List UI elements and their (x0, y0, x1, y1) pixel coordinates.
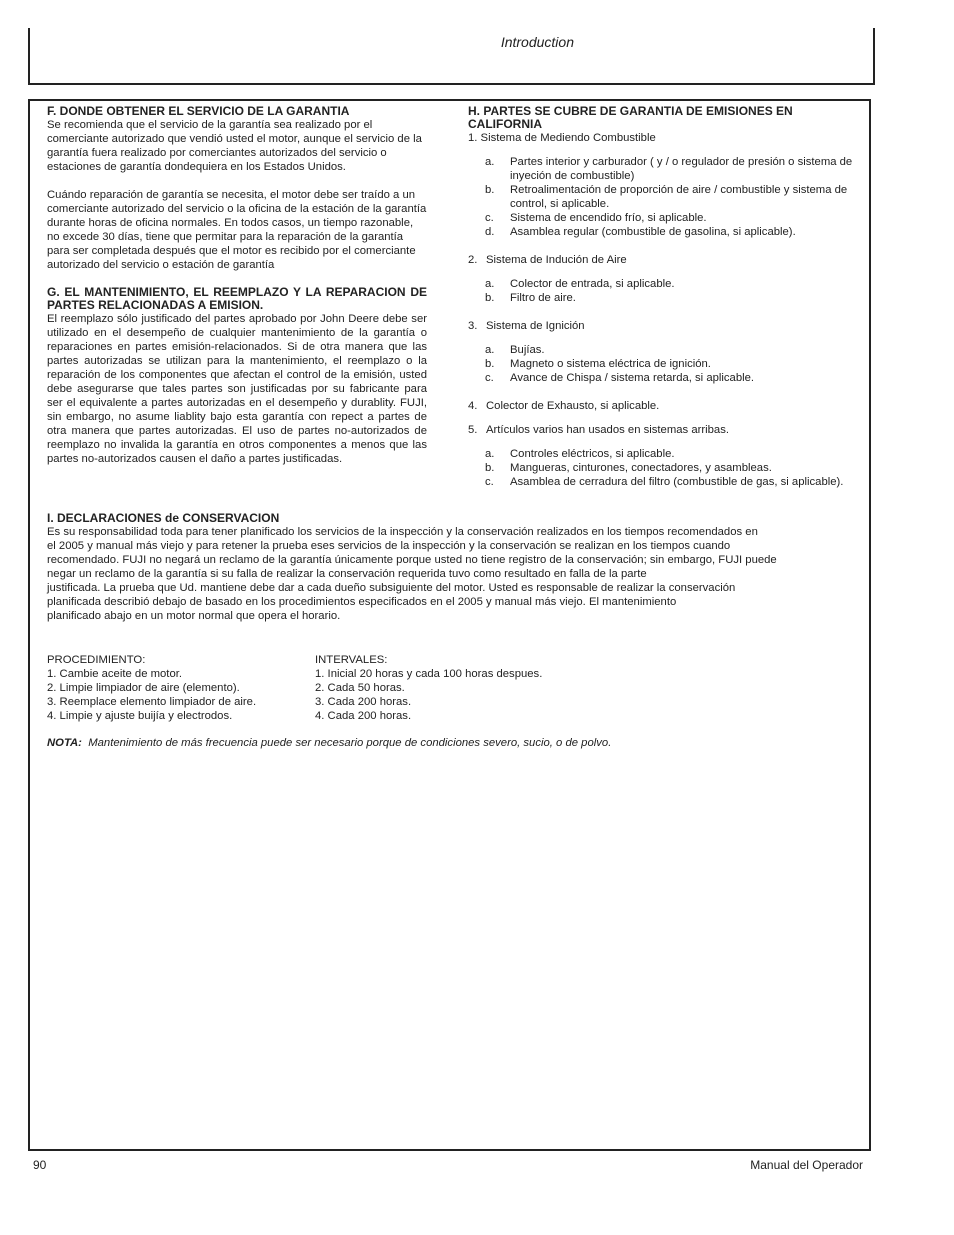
note-label: NOTA: (47, 737, 82, 749)
sub-item: b. Magneto o sistema eléctrica de ignición. (485, 358, 711, 370)
sub-item: a. Colector de entrada, si aplicable. (485, 278, 675, 290)
sub-item: b. Mangueras, cinturones, conectadores, y asambleas. (485, 462, 772, 474)
section-h-heading: H. PARTES SE CUBRE DE GARANTIA DE EMISIONES EN CALIFORNIA (468, 104, 793, 131)
section-i-line: el 2005 y manual más viejo y para retener la prueba eses servicios de la inspección y la conservación se realizan en los tiempos cuando (47, 540, 731, 552)
section-g-heading: G. EL MANTENIMIENTO, EL REEMPLAZO Y LA REPARACION DE PARTES RELACIONADAS A EMISION. (47, 285, 427, 312)
section-f-para1: Se recomienda que el servicio de la garantía sea realizado por el comerciante autorizado que vendió usted el motor, aunque el servicio de la garantía fuera realizado por comerciantes autorizados del servicio o estaciones de garantía dondequiera en los Estados Unidos. (47, 119, 422, 173)
header-frame (28, 28, 875, 85)
intervals-list (315, 653, 715, 723)
sub-item: a. Bujías. (485, 344, 545, 356)
section-i-heading: I. DECLARACIONES de CONSERVACION (47, 511, 280, 525)
page-number: 90 (33, 1158, 47, 1172)
section-i-line: planificada describió debajo de basado en los procedimientos especificados en el 2005 y manual más viejo. El mantenimiento (47, 596, 677, 608)
manual-title: Manual del Operador (750, 1158, 863, 1172)
intervals-label: INTERVALES: (315, 654, 388, 666)
procedures-list (47, 653, 307, 723)
section-i-body (47, 525, 867, 623)
interval-item: 4. Cada 200 horas. (315, 710, 412, 722)
interval-item: 2. Cada 50 horas. (315, 682, 405, 694)
sub-item: c. Avance de Chispa / sistema retarda, si aplicable. (485, 372, 755, 384)
procedures-label: PROCEDIMIENTO: (47, 654, 146, 666)
section-i (47, 512, 867, 623)
sub-item: d. Asamblea regular (combustible de gasolina, si aplicable). (485, 226, 796, 238)
note-text: Mantenimiento de más frecuencia puede ser necesario porque de condiciones severo, sucio, o de polvo. (88, 737, 612, 749)
interval-item: 3. Cada 200 horas. (315, 696, 412, 708)
note (47, 737, 867, 749)
sub-item: c. Sistema de encendido frío, si aplicable. (485, 212, 707, 224)
procedure-item: 4. Limpie y ajuste buijía y electrodos. (47, 710, 233, 722)
section-h-item4: 4. Colector de Exhausto, si aplicable. (468, 400, 660, 412)
section-h-item5: 5. Artículos varios han usados en sistemas arribas. (468, 424, 729, 436)
section-h-item1: 1. Sistema de Mediendo Combustible (468, 132, 656, 144)
sub-item: b. Filtro de aire. (485, 292, 576, 304)
section-g-para: El reemplazo sólo justificado del partes aprobado por John Deere debe ser utilizado en el desempeño de cualquier mantenimiento de la garantía o reparaciones en partes emisión-relacionados. Si de otra manera que las partes autorizadas se utilizan para la mantenimiento, el reemplazo o la reparación de los componentes que afectan el control de la emisión, usted debe asegurarse que tales partes son justificadas por su fabricante para ser el equivalente a partes autorizadas en el desempeño y durablity. FUJI, sin embargo, no asume liablity bajo esta garantía con repect a partes de otra manera que partes autorizadas. El uso de partes no-autorizados de reemplazo no invalida la garantía en otros componentes a menos que las partes no-autorizados causen el daño a partes justificadas. (47, 313, 427, 465)
procedure-item: 2. Limpie limpiador de aire (elemento). (47, 682, 240, 694)
procedure-item: 1. Cambie aceite de motor. (47, 668, 183, 680)
item2-sublist (468, 277, 860, 305)
sub-item: a. Partes interior y carburador ( y / o regulador de presión o sistema de inyeción de combustible) (485, 156, 853, 182)
sub-item: c. Asamblea de cerradura del filtro (combustible de gas, si aplicable). (485, 476, 844, 488)
sub-item: b. Retroalimentación de proporción de aire / combustible y sistema de control, si aplicable. (485, 184, 848, 210)
sub-item: a. Controles eléctricos, si aplicable. (485, 448, 675, 460)
section-i-line: recomendado. FUJI no negará un reclamo de la garantía únicamente porque usted no tiene registro de la conservación; sin embargo, FUJI puede (47, 554, 777, 566)
section-i-line: Es su responsabilidad toda para tener planificado los servicios de la inspección y la conservación realizados en los tiempos recomendados en (47, 526, 758, 538)
section-i-line: negar un reclamo de la garantía si su falla de realizar la conservación requerida tuvo como resultado en falla de la parte (47, 568, 647, 580)
section-i-line: justificada. La prueba que Ud. mantiene debe dar a cada dueño subsiguiente del motor. Usted es responsable de realizar la conservación (47, 582, 736, 594)
item5-sublist (468, 447, 860, 489)
section-h-item3: 3. Sistema de Ignición (468, 320, 585, 332)
section-f-para2: Cuándo reparación de garantía se necesita, el motor debe ser traído a un comerciante autorizado del servicio o la oficina de la estación de la garantía durante horas de oficina normales. En todos casos, un tiempo razonable, no excede 30 días, tiene que permitar para la reparación de la garantía para ser completada después que el motor es recibido por el comerciante autorizado del servicio o estación de garantía (47, 189, 427, 271)
page-header-title: Introduction (500, 34, 574, 50)
section-h-item2: 2. Sistema de Indución de Aire (468, 254, 627, 266)
item1-sublist (468, 155, 860, 239)
section-i-line: planificado abajo en un motor normal que opera el horario. (47, 610, 341, 622)
item3-sublist (468, 343, 860, 385)
section-f-heading: F. DONDE OBTENER EL SERVICIO DE LA GARANTIA (47, 104, 350, 118)
right-column (468, 105, 860, 489)
procedure-item: 3. Reemplace elemento limpiador de aire. (47, 696, 257, 708)
interval-item: 1. Inicial 20 horas y cada 100 horas despues. (315, 668, 543, 680)
left-column (47, 105, 427, 466)
